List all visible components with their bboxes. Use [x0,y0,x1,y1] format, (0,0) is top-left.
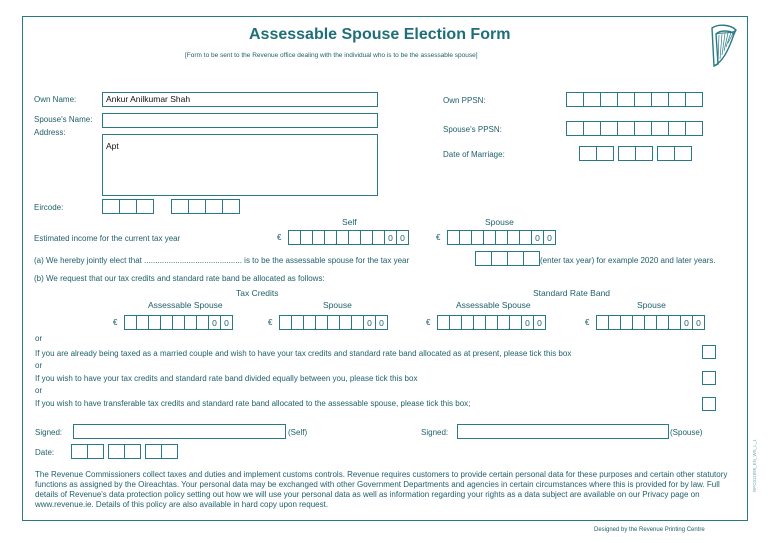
spouse-ppsn-boxes[interactable] [566,121,702,136]
own-ppsn-label: Own PPSN: [443,96,486,105]
footer-credit: Designed by the Revenue Printing Centre [594,527,705,533]
form-subtitle: [Form to be sent to the Revenue office dealing with the individual who is to be the assessable spouse] [185,52,478,59]
srb-spouse-header: Spouse [637,300,666,310]
option-2-checkbox[interactable] [702,371,716,385]
harp-icon [704,22,744,70]
own-name-value: Ankur Anilkumar Shah [106,94,191,104]
income-self-boxes[interactable]: , . 0 0 [288,230,408,245]
income-spouse-boxes[interactable]: , 0 0 [447,230,555,245]
srb-header: Standard Rate Band [533,288,611,298]
election-line-a: (a) We hereby jointly elect that ............................................ is to be the assessable spouse for the tax year [34,256,410,265]
signed-spouse-field[interactable] [457,424,669,439]
data-protection-notice: The Revenue Commissioners collect taxes and duties and implement customs controls. Revenue requires customers to provide certain personal data for these purposes and certain other statutory functions as assigned by the Oireachtas. Your personal data may be exchanged with other Government Departments and agencies in certain circumstances where this is provided for by law. Full details of Revenue's data protection policy setting out how we will use your personal data as well as information regarding your rights as a data subject are available on our Privacy page on www.revenue.ie. Details of this policy are also available in hard copy upon request. [35,470,728,509]
form-title: Assessable Spouse Election Form [249,26,511,43]
or-label: or [35,334,43,343]
tc-spouse-header: Spouse [323,300,352,310]
income-spouse-currency: € [436,233,441,242]
own-name-label: Own Name: [34,95,77,104]
spouse-ppsn-label: Spouse's PPSN: [443,125,502,134]
srb-spouse-boxes[interactable]: , . 0 0 [596,315,704,330]
signed-spouse-label: Signed: [421,428,449,437]
option-3-checkbox[interactable] [702,397,716,411]
spouse-name-label: Spouse's Name: [34,115,93,124]
option-1-checkbox[interactable] [702,345,716,359]
tax-credits-header: Tax Credits [236,288,279,298]
tax-year-hint: (enter tax year) for example 2020 and later years. [540,256,716,265]
own-ppsn-boxes[interactable] [566,92,702,107]
date-of-marriage-boxes[interactable] [579,146,691,161]
spouse-suffix: (Spouse) [670,428,703,437]
income-self-currency: € [277,233,282,242]
srb-assessable-boxes[interactable]: , . 0 0 [437,315,545,330]
signed-self-field[interactable] [73,424,286,439]
own-name-field[interactable] [102,92,378,107]
eircode-label: Eircode: [34,203,64,212]
income-spouse-header: Spouse [485,217,514,227]
address-label: Address: [34,128,66,137]
tc-assessable-header: Assessable Spouse [148,300,223,310]
tc-assessable-boxes[interactable]: , . 0 0 [124,315,232,330]
spouse-name-field[interactable] [102,113,378,128]
option-1-text: If you are already being taxed as a married couple and wish to have your tax credits and standard rate band allocated as at present, please tick this box [35,349,572,358]
date-of-marriage-label: Date of Marriage: [443,150,505,159]
or-label: or [35,386,43,395]
tc-spouse-boxes[interactable]: , . 0 0 [279,315,387,330]
income-self-header: Self [342,217,357,227]
or-label: or [35,361,43,370]
election-line-b: (b) We request that our tax credits and standard rate band be allocated as follows: [34,274,325,283]
income-label: Estimated income for the current tax year [34,234,181,243]
self-suffix: (Self) [288,428,308,437]
address-value: Apt [106,141,119,151]
eircode-unique-id[interactable] [171,199,239,214]
eircode-routing-key[interactable] [102,199,153,214]
option-3-text: If you wish to have transferable tax credits and standard rate band allocated to the assessable spouse, please tick this box; [35,399,471,408]
srb-assessable-header: Assessable Spouse [456,300,531,310]
side-code: RPC011898_EN_WS_L_1 [752,439,757,492]
address-field[interactable] [102,134,378,196]
date-label: Date: [35,448,55,457]
signature-date-boxes[interactable] [71,444,177,459]
signed-self-label: Signed: [35,428,63,437]
tax-year-boxes[interactable] [475,251,539,266]
option-2-text: If you wish to have your tax credits and standard rate band divided equally between you, please tick this box [35,374,418,383]
